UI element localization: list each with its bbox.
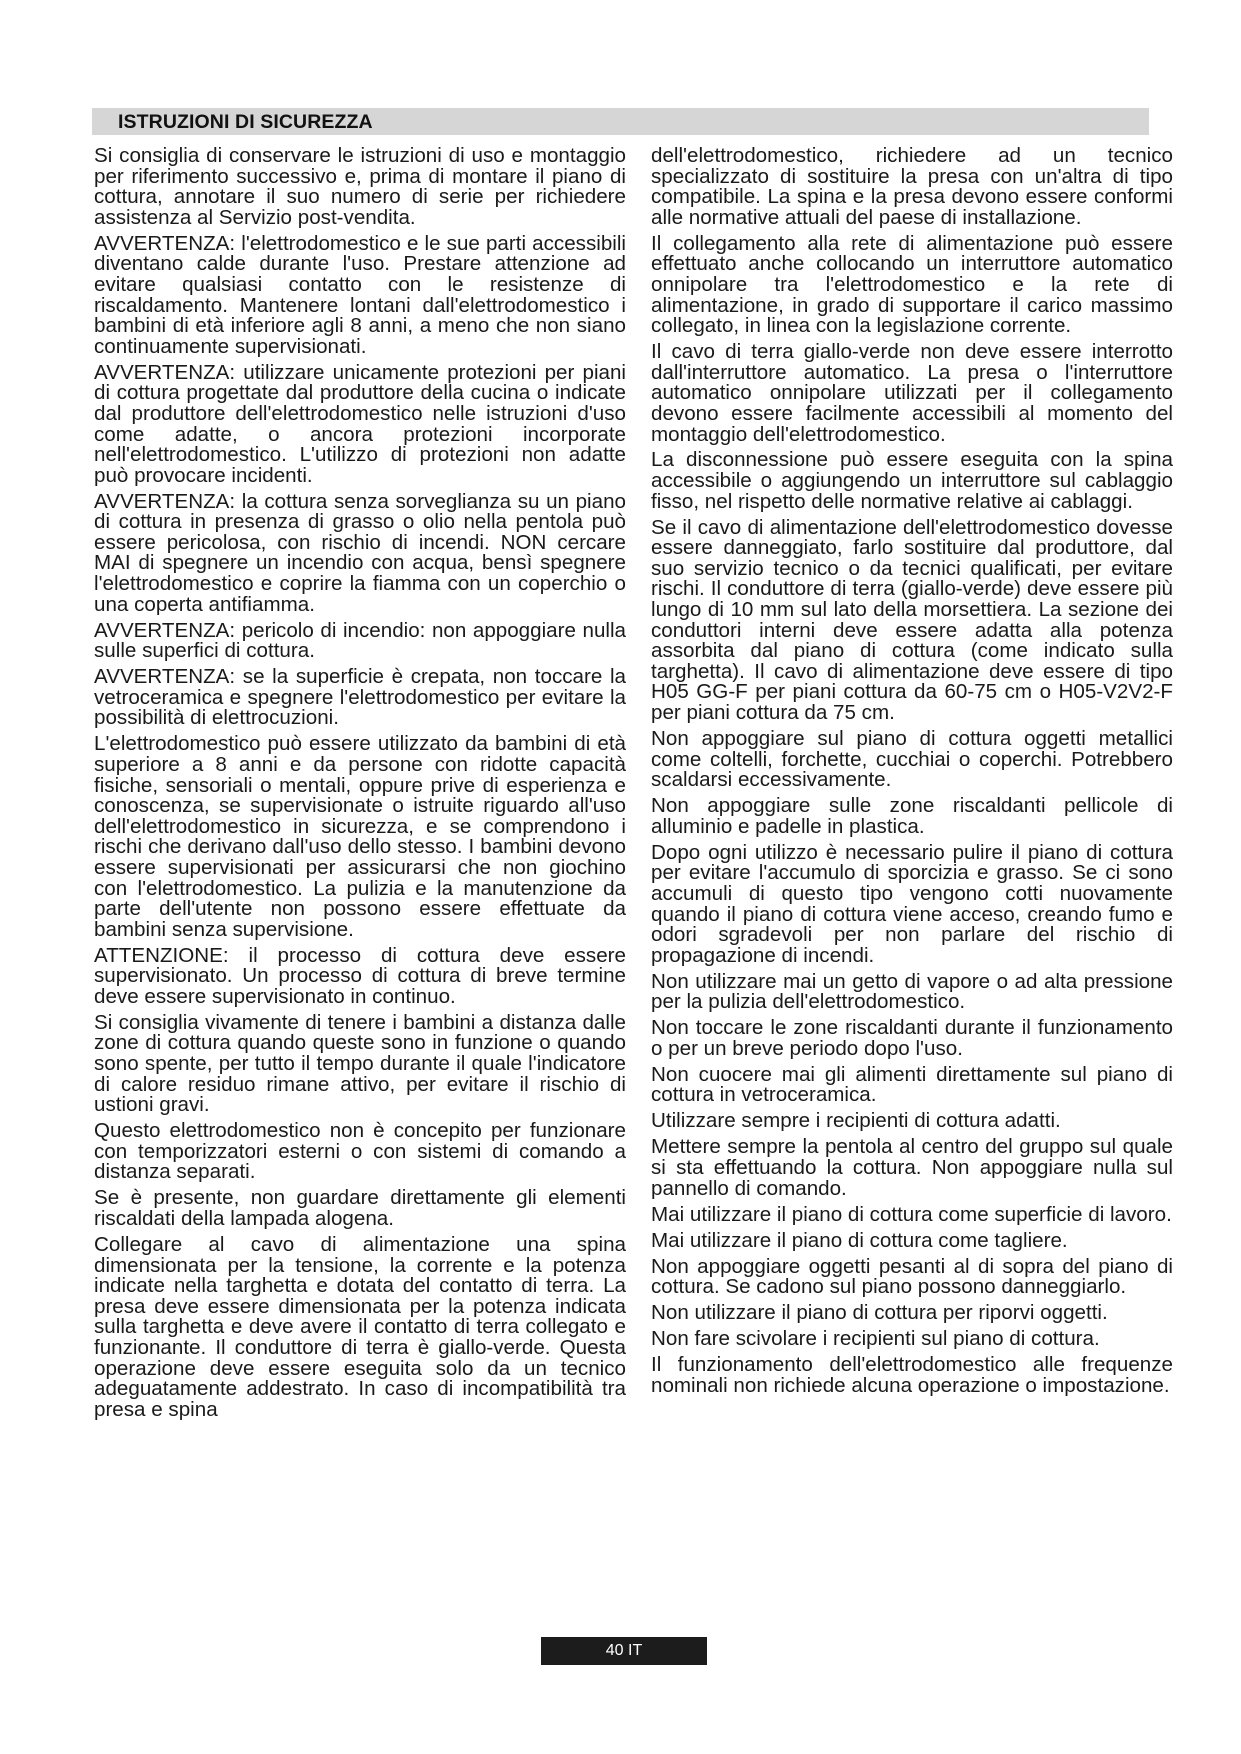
paragraph: Non utilizzare il piano di cottura per riporvi oggetti.: [651, 1301, 1108, 1325]
paragraph: AVVERTENZA: pericolo di incendio: non appoggiare nulla sulle superfici di cottura.: [94, 618, 626, 663]
right-text-column: [651, 146, 1173, 1402]
paragraph: La disconnessione può essere eseguita con la spina accessibile o aggiungendo un interruttore sul cablaggio fisso, nel rispetto delle normative relative ai cablaggi.: [651, 448, 1173, 513]
paragraph: Dopo ogni utilizzo è necessario pulire il piano di cottura per evitare l'accumulo di sporcizia e grasso. Se ci sono accumuli di questo tipo vengono cotti nuovamente quando il piano di cottura viene acceso, creando fumo e odori sgradevoli per non parlare del rischio di propagazione di incendi.: [651, 840, 1173, 967]
paragraph: Si consiglia vivamente di tenere i bambini a distanza dalle zone di cottura quando queste sono in funzione o quando sono spente, per tutto il tempo durante il quale l'indicatore di calore residuo rimane attivo, per evitare il rischio di ustioni gravi.: [94, 1010, 626, 1117]
paragraph: Non appoggiare sulle zone riscaldanti pellicole di alluminio e padelle in plastica.: [651, 794, 1173, 838]
paragraph: Il cavo di terra giallo-verde non deve essere interrotto dall'interruttore automatico. La presa o l'interruttore automatico onnipolare utilizzati per il collegamento devono essere facilmente accessibili al momento del montaggio dell'elettrodomestico.: [651, 340, 1173, 446]
paragraph: ATTENZIONE: il processo di cottura deve essere supervisionato. Un processo di cottura di breve termine deve essere supervisionato in continuo.: [94, 943, 626, 1008]
paragraph: Mai utilizzare il piano di cottura come tagliere.: [651, 1228, 1068, 1252]
paragraph: Si consiglia di conservare le istruzioni di uso e montaggio per riferimento successivo e, prima di montare il piano di cottura, annotare il suo numero di serie per richiedere assistenza al Servizio post-vendita.: [94, 144, 626, 229]
paragraph: Se il cavo di alimentazione dell'elettrodomestico dovesse essere danneggiato, farlo sostituire dal produttore, dal suo servizio tecnico o da tecnici qualificati, per evitare rischi. Il conduttore di terra (giallo-verde) deve essere più lungo di 10 mm sul lato della morsettiera. La sezione dei conduttori interni deve essere adatta alla potenza assorbita dal piano di cottura (come indicato sulla targhetta). Il cavo di alimentazione deve essere di tipo H05 GG-F per piani cottura da 60-75 cm o H05-V2V2-F per piani cottura da 75 cm.: [651, 515, 1173, 724]
paragraph: Non fare scivolare i recipienti sul piano di cottura.: [651, 1327, 1100, 1351]
paragraph: Il funzionamento dell'elettrodomestico alle frequenze nominali non richiede alcuna operazione o impostazione.: [651, 1353, 1173, 1397]
paragraph: AVVERTENZA: la cottura senza sorveglianza su un piano di cottura in presenza di grasso o olio nella pentola può essere pericolosa, con rischio di incendi. NON cercare MAI di spegnere un incendio con acqua, bensì spegnere l'elettrodomestico e coprire la fiamma con un coperchio o una coperta antifiamma.: [94, 489, 626, 616]
paragraph: Non appoggiare oggetti pesanti al di sopra del piano di cottura. Se cadono sul piano possono danneggiarlo.: [651, 1254, 1173, 1299]
paragraph: Mai utilizzare il piano di cottura come superficie di lavoro.: [651, 1202, 1172, 1226]
paragraph: Non utilizzare mai un getto di vapore o ad alta pressione per la pulizia dell'elettrodomestico.: [651, 969, 1173, 1014]
paragraph: AVVERTENZA: se la superficie è crepata, non toccare la vetroceramica e spegnere l'elettrodomestico per evitare la possibilità di elettrocuzioni.: [94, 665, 626, 730]
page-number: 40 IT: [605, 1642, 643, 1659]
paragraph: AVVERTENZA: utilizzare unicamente protezioni per piani di cottura progettate dal produttore della cucina o indicate dal produttore dell'elettrodomestico nelle istruzioni d'uso come adatte, o ancora protezioni incorporate nell'elettrodomestico. L'utilizzo di protezioni non adatte può provocare incidenti.: [94, 360, 626, 487]
paragraph: Non cuocere mai gli alimenti direttamente sul piano di cottura in vetroceramica.: [651, 1062, 1173, 1107]
paragraph: AVVERTENZA: l'elettrodomestico e le sue parti accessibili diventano calde durante l'uso. Prestare attenzione ad evitare qualsiasi contatto con le resistenze di riscaldamento. Mantenere lontani dall'elettrodomestico i bambini di età inferiore agli 8 anni, a meno che non siano continuamente supervisionati.: [94, 231, 626, 358]
paragraph: L'elettrodomestico può essere utilizzato da bambini di età superiore a 8 anni e da persone con ridotte capacità fisiche, sensoriali o mentali, oppure prive di esperienza e conoscenza, se supervisionate o istruite riguardo all'uso dell'elettrodomestico in sicurezza, e se comprendono i rischi che derivano dall'uso dello stesso. I bambini devono essere supervisionati per assicurarsi che non giochino con l'elettrodomestico. La pulizia e la manutenzione da parte dell'utente non possono essere effettuate da bambini senza supervisione.: [94, 732, 626, 941]
paragraph: dell'elettrodomestico, richiedere ad un tecnico specializzato di sostituire la presa con un'altra di tipo compatibile. La spina e la presa devono essere conformi alle normative attuali del paese di installazione.: [651, 144, 1173, 229]
left-text-column: [94, 146, 626, 1426]
paragraph: Questo elettrodomestico non è concepito per funzionare con temporizzatori esterni o con sistemi di comando a distanza separati.: [94, 1119, 626, 1184]
paragraph: Mettere sempre la pentola al centro del gruppo sul quale si sta effettuando la cottura. Non appoggiare nulla sul pannello di comando.: [651, 1135, 1173, 1200]
paragraph: Non toccare le zone riscaldanti durante il funzionamento o per un breve periodo dopo l'uso.: [651, 1016, 1173, 1060]
paragraph: Se è presente, non guardare direttamente gli elementi riscaldati della lampada alogena.: [94, 1186, 626, 1230]
paragraph: Utilizzare sempre i recipienti di cottura adatti.: [651, 1109, 1061, 1133]
paragraph: Il collegamento alla rete di alimentazione può essere effettuato anche collocando un interruttore automatico onnipolare tra l'elettrodomestico e la rete di alimentazione, in grado di supportare il carico massimo collegato, in linea con la legislazione corrente.: [651, 231, 1173, 338]
paragraph: Non appoggiare sul piano di cottura oggetti metallici come coltelli, forchette, cucchiai o coperchi. Potrebbero scaldarsi eccessivamente.: [651, 726, 1173, 792]
section-title: ISTRUZIONI DI SICUREZZA: [118, 111, 373, 133]
paragraph: Collegare al cavo di alimentazione una spina dimensionata per la tensione, la corrente e la potenza indicate nella targhetta e dotata del contatto di terra. La presa deve essere dimensionata per la potenza indicata sulla targhetta e deve avere il contatto di terra collegato e funzionante. Il conduttore di terra è giallo-verde. Questa operazione deve essere eseguita solo da un tecnico adeguatamente addestrato. In caso di incompatibilità tra presa e spina: [94, 1232, 626, 1421]
